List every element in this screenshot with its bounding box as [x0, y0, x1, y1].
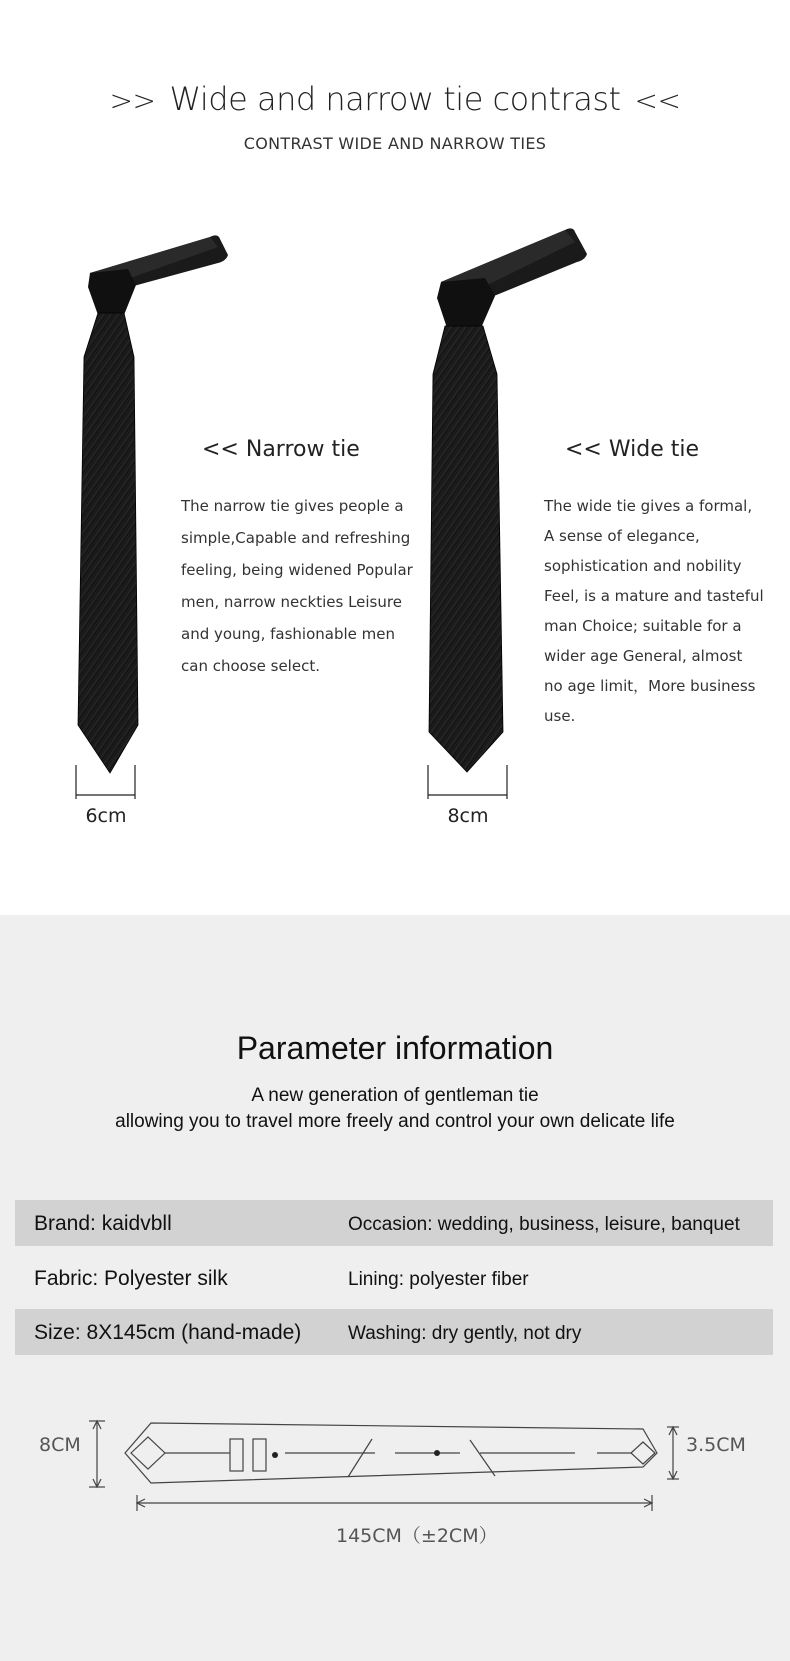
- wide-desc-line: man Choice; suitable for a: [544, 617, 742, 635]
- param-row-size: [15, 1309, 773, 1355]
- narrow-tie-description: [181, 490, 413, 682]
- wide-desc-line: use.: [544, 707, 576, 725]
- narrow-tie-heading: << Narrow tie: [202, 437, 360, 462]
- brand-value: Brand: kaidvbll: [34, 1212, 172, 1235]
- wide-desc-line: A sense of elegance,: [544, 527, 700, 545]
- wide-desc-line: wider age General, almost: [544, 647, 743, 665]
- wide-desc-line: no age limit，More business: [544, 677, 756, 695]
- narrow-desc-line: men, narrow neckties Leisure: [181, 593, 402, 611]
- washing-value: Washing: dry gently, not dry: [348, 1323, 582, 1344]
- size-value: Size: 8X145cm (hand-made): [34, 1321, 302, 1344]
- narrow-desc-line: The narrow tie gives people a: [181, 497, 404, 515]
- narrow-desc-line: feeling, being widened Popular: [181, 561, 413, 579]
- narrow-desc-line: and young, fashionable men: [181, 625, 395, 643]
- fabric-value: Fabric: Polyester silk: [34, 1267, 228, 1290]
- wide-desc-line: Feel, is a mature and tasteful: [544, 587, 764, 605]
- contrast-title: [0, 80, 790, 118]
- lining-value: Lining: polyester fiber: [348, 1269, 529, 1290]
- narrow-end-label: 3.5CM: [686, 1434, 746, 1456]
- param-row-brand: [15, 1200, 773, 1246]
- narrow-width-bracket: [74, 765, 138, 801]
- parameter-subtitle-2: allowing you to travel more freely and control your own delicate life: [115, 1111, 675, 1132]
- title-arrow-right: <<: [634, 84, 681, 117]
- length-label: 145CM（±2CM）: [336, 1525, 498, 1547]
- parameter-title: Parameter information: [236, 1030, 554, 1066]
- wide-width-label: 8cm: [447, 805, 489, 827]
- wide-tie-description: [544, 491, 764, 731]
- narrow-desc-line: simple,Capable and refreshing: [181, 529, 411, 547]
- wide-desc-line: The wide tie gives a formal,: [544, 497, 753, 515]
- wide-desc-line: sophistication and nobility: [544, 557, 742, 575]
- narrow-desc-line: can choose select.: [181, 657, 320, 675]
- title-text: Wide and narrow tie contrast: [169, 80, 621, 118]
- title-arrow-left: >>: [109, 84, 156, 117]
- occasion-value: Occasion: wedding, business, leisure, banquet: [348, 1214, 740, 1235]
- wide-tie-heading: << Wide tie: [565, 437, 700, 462]
- tie-size-diagram: [85, 1415, 685, 1515]
- wide-end-label: 8CM: [39, 1434, 81, 1456]
- parameter-subtitle-1: A new generation of gentleman tie: [251, 1085, 539, 1106]
- narrow-width-label: 6cm: [85, 805, 127, 827]
- param-row-fabric: [15, 1255, 773, 1301]
- wide-width-bracket: [426, 765, 510, 801]
- contrast-subtitle: CONTRAST WIDE AND NARROW TIES: [243, 134, 547, 153]
